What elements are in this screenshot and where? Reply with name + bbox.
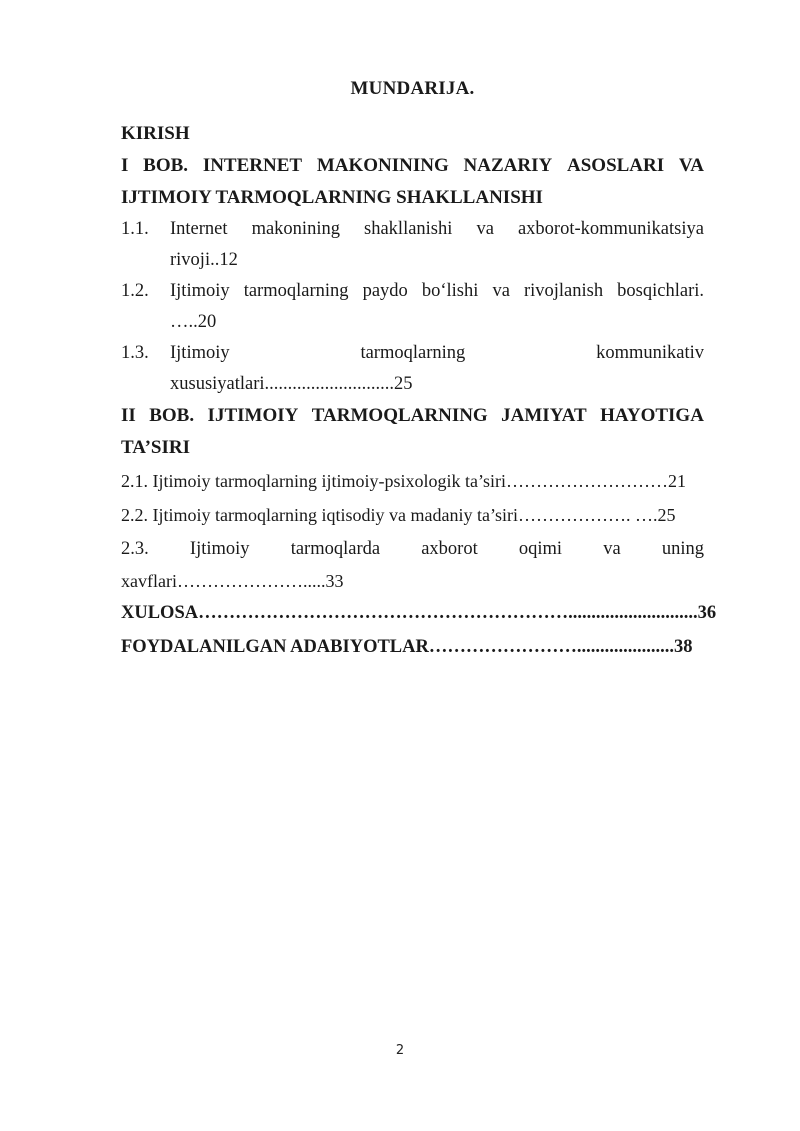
chapter1-heading-line2: IJTIMOIY TARMOQLARNING SHAKLLANISHI <box>121 187 543 208</box>
toc-item-word: bo‘lishi <box>421 281 479 301</box>
toc-title: MUNDARIJA. <box>350 78 475 99</box>
toc-item-line1 <box>170 214 704 245</box>
page-number: 2 <box>395 1043 405 1058</box>
toc-item-word: shakllanishi <box>364 219 453 239</box>
toc-item-2-3-line2: xavflari………………….....33 <box>121 571 344 591</box>
toc-item-word: rivojlanish <box>523 281 604 301</box>
chapter2-heading-line1 <box>121 400 704 432</box>
toc-item-word: axborot-kommunikatsiya <box>517 219 704 239</box>
toc-item-1-2 <box>121 276 704 338</box>
chapter2-heading-word: II <box>121 405 136 426</box>
chapter1-heading-word: VA <box>678 155 704 176</box>
chapter1-heading-word: NAZARIY <box>463 155 553 176</box>
toc-item-text <box>170 338 704 400</box>
toc-item-word: va <box>492 281 510 301</box>
toc-item-number: 1.3. <box>121 343 149 363</box>
toc-item-2-3-word: oqimi <box>518 539 563 559</box>
toc-intro: KIRISH <box>121 123 190 144</box>
toc-item-word: bosqichlari. <box>617 281 704 301</box>
chapter2-heading-line2: TA’SIRI <box>121 437 190 458</box>
toc-item-line1 <box>170 276 704 307</box>
chapter2-heading-word: IJTIMOIY <box>207 405 299 426</box>
chapter1-heading-line1 <box>121 150 704 182</box>
chapter1-heading-word: BOB. <box>143 155 189 176</box>
toc-references: FOYDALANILGAN ADABIYOTLAR…………………….....................38 <box>121 637 693 657</box>
toc-item-word: Ijtimoiy <box>170 281 230 301</box>
chapter2-heading-word: TARMOQLARNING <box>311 405 488 426</box>
toc-item-text <box>170 276 704 338</box>
toc-item-number: 1.2. <box>121 281 149 301</box>
chapter1-heading-word: INTERNET <box>202 155 303 176</box>
toc-item-2-2: 2.2. Ijtimoiy tarmoqlarning iqtisodiy va madaniy ta’siri………………. ….25 <box>121 505 676 525</box>
table-of-contents <box>121 78 717 664</box>
toc-item-word: tarmoqlarning <box>243 281 349 301</box>
toc-item-2-3-word: 2.3. <box>121 539 149 559</box>
chapter1-items <box>121 214 704 400</box>
chapter1-heading-word: MAKONINING <box>316 155 449 176</box>
toc-item-line2: …..20 <box>170 312 217 332</box>
toc-item-word: va <box>476 219 494 239</box>
chapter1-heading-word: I <box>121 155 129 176</box>
toc-item-2-3-word: axborot <box>421 539 478 559</box>
toc-item-line1 <box>170 338 704 369</box>
toc-item-line2: rivoji..12 <box>170 250 238 270</box>
toc-item-word: makonining <box>251 219 340 239</box>
chapter1-heading-word: ASOSLARI <box>567 155 665 176</box>
toc-item-1-3 <box>121 338 704 400</box>
toc-item-word: Ijtimoiy <box>170 343 230 363</box>
toc-item-number: 1.1. <box>121 219 149 239</box>
chapter2-heading-word: HAYOTIGA <box>600 405 704 426</box>
toc-conclusion: XULOSA……………………………………………………............................36 <box>121 603 717 623</box>
toc-item-text <box>170 214 704 276</box>
toc-item-word: tarmoqlarning <box>360 343 466 363</box>
toc-item-1-1 <box>121 214 704 276</box>
toc-item-word: Internet <box>170 219 228 239</box>
toc-item-2-3-word: Ijtimoiy <box>189 539 250 559</box>
toc-item-2-3-word: uning <box>661 539 704 559</box>
chapter2-heading-word: BOB. <box>149 405 195 426</box>
toc-item-word: paydo <box>362 281 408 301</box>
toc-item-2-3-word: tarmoqlarda <box>290 539 381 559</box>
toc-item-2-3-line1 <box>121 532 704 566</box>
toc-item-word: kommunikativ <box>596 343 704 363</box>
toc-item-2-3-word: va <box>603 539 621 559</box>
toc-item-2-1: 2.1. Ijtimoiy tarmoqlarning ijtimoiy-psixologik ta’siri………………………21 <box>121 471 686 491</box>
toc-item-line2: xususiyatlari............................25 <box>170 374 413 394</box>
chapter2-heading-word: JAMIYAT <box>501 405 587 426</box>
